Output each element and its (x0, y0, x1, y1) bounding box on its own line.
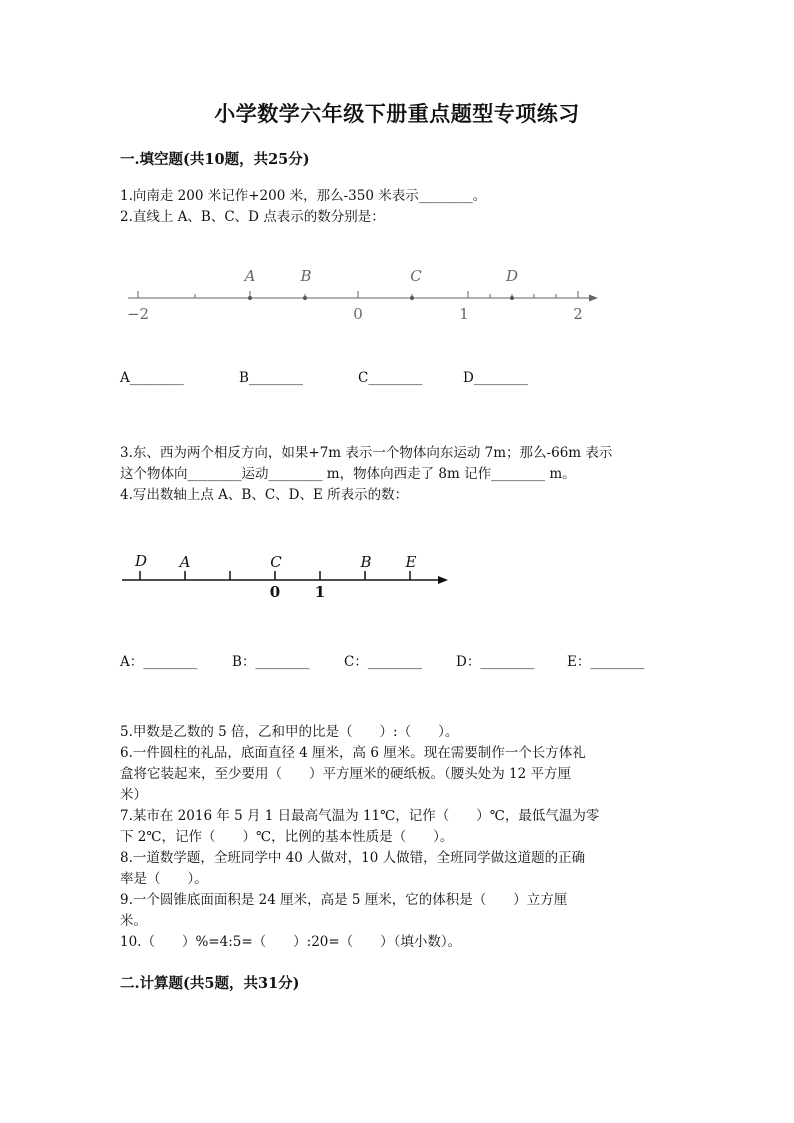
point-label-a: A (244, 267, 256, 285)
answer-blank-d: D：________ (456, 654, 535, 670)
question-10: 10.（ ）%=4:5=（ ）:20=（ ）（填小数）。 (120, 934, 462, 950)
point-label-c: C (270, 553, 282, 571)
point-b-dot (303, 296, 307, 300)
tick-label-1: 1 (314, 583, 326, 601)
answer-blank-c: C：________ (344, 654, 422, 670)
question-3-line-1: 3.东、西为两个相反方向，如果+7m 表示一个物体向东运动 7m；那么-66m 表示 (120, 445, 613, 461)
tick-label-2: 2 (573, 305, 583, 323)
number-line-1 (120, 258, 610, 330)
point-a-dot (248, 296, 252, 300)
tick-label-1: 1 (459, 305, 469, 323)
question-6-line-3: 米） (120, 787, 147, 803)
number-line-2 (118, 548, 458, 604)
question-6-line-2: 盒将它装起来，至少要用（ ）平方厘米的硬纸板。（腰头处为 12 平方厘 (120, 766, 572, 782)
point-label-c: C (410, 267, 422, 285)
answer-blank-e: E：________ (567, 654, 645, 670)
answer-blank-b: B________ (239, 370, 303, 386)
question-1: 1.向南走 200 米记作+200 米，那么-350 米表示________。 (120, 188, 487, 204)
question-6-line-1: 6.一件圆柱的礼品，底面直径 4 厘米，高 6 厘米。现在需要制作一个长方体礼 (120, 745, 586, 761)
question-8-line-2: 率是（ ）。 (120, 871, 208, 887)
point-c-dot (410, 296, 414, 300)
tick-label-neg2: −2 (126, 305, 150, 323)
tick-label-0: 0 (269, 583, 281, 601)
section-calculation-heading: 二.计算题(共5题，共31分) (120, 975, 300, 992)
point-label-e: E (405, 553, 417, 571)
point-label-d: D (505, 267, 519, 285)
question-9-line-1: 9.一个圆锥底面面积是 24 厘米，高是 5 厘米，它的体积是（ ）立方厘 (120, 892, 568, 908)
point-d-dot (510, 296, 514, 300)
question-2: 2.直线上 A、B、C、D 点表示的数分别是： (120, 209, 385, 225)
point-label-d: D (134, 552, 148, 570)
question-4: 4.写出数轴上点 A、B、C、D、E 所表示的数： (120, 487, 409, 503)
tick-label-0: 0 (353, 305, 363, 323)
question-7-line-2: 下 2℃，记作（ ）℃，比例的基本性质是（ ）。 (120, 829, 454, 845)
answer-blank-b: B：________ (232, 654, 310, 670)
point-label-b: B (360, 553, 372, 571)
point-label-a: A (179, 553, 191, 571)
answer-blank-a: A________ (120, 370, 184, 386)
point-label-b: B (300, 267, 312, 285)
question-9-line-2: 米。 (120, 913, 147, 929)
question-7-line-1: 7.某市在 2016 年 5 月 1 日最高气温为 11℃，记作（ ）℃，最低气温为零 (120, 808, 600, 824)
section-fill-blank-heading: 一.填空题(共10题，共25分) (120, 151, 310, 168)
answer-blank-c: C________ (358, 370, 423, 386)
answer-blank-d: D________ (463, 370, 528, 386)
question-8-line-1: 8.一道数学题，全班同学中 40 人做对，10 人做错，全班同学做这道题的正确 (120, 850, 586, 866)
question-3-line-2: 这个物体向________运动________ m，物体向西走了 8m 记作________ m。 (120, 466, 576, 482)
page-title: 小学数学六年级下册重点题型专项练习 (214, 101, 580, 126)
answer-blank-a: A：________ (120, 654, 198, 670)
question-5: 5.甲数是乙数的 5 倍，乙和甲的比是（ ）:（ ）。 (120, 724, 459, 740)
